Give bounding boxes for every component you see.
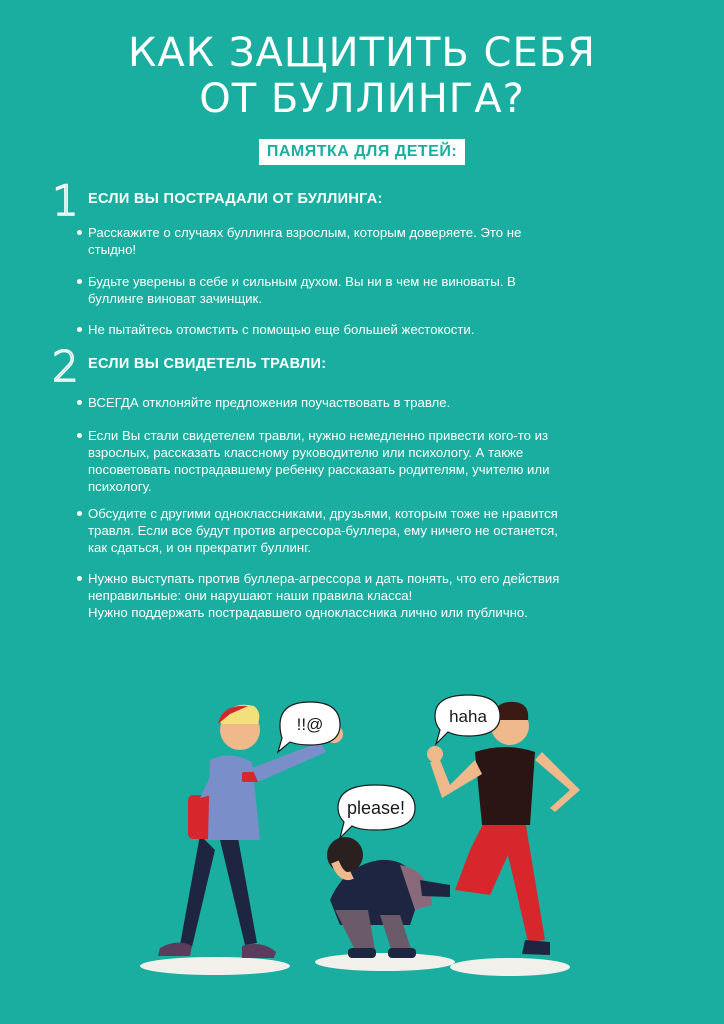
list-item-text: Если Вы стали свидетелем травли, нужно немедленно привести кого-то из взрослых, рассказать классному руководителю или психологу. А также посоветовать пострадавшему ребенку рассказать родителям, учителю или психологу. [88,428,550,494]
list-item [88,505,648,556]
subtitle-badge: ПАМЯТКА ДЛЯ ДЕТЕЙ: [259,139,465,165]
list-item [88,321,648,338]
list-item [88,224,648,258]
section-2-title: ЕСЛИ ВЫ СВИДЕТЕЛЬ ТРАВЛИ: [88,356,327,372]
bully-character-right [420,702,580,955]
title-line-2: ОТ БУЛЛИНГА? [199,76,525,122]
ground-shadow [450,958,570,976]
ground-shadow [140,957,290,975]
list-item-text: Будьте уверены в себе и сильным духом. Вы ни в чем не виноваты. В буллинге виноват зачинщик. [88,274,516,306]
list-item [88,394,648,411]
list-item [88,570,648,621]
page-title [0,30,724,122]
ground-shadow [315,953,455,971]
list-item-text: Не пытайтесь отомстить с помощью еще большей жестокости. [88,322,475,337]
bubble-text-left: !!@ [296,715,324,734]
list-item [88,427,648,495]
speech-bubble-middle [338,785,415,838]
section-1-number: 1 [52,176,79,225]
bullying-illustration [130,690,600,990]
bubble-text-middle: please! [346,798,406,818]
bubble-text-right: haha [449,707,487,726]
speech-bubble-right [435,695,500,744]
section-2-number: 2 [52,342,79,391]
list-item-text: ВСЕГДА отклоняйте предложения поучаствовать в травле. [88,395,451,410]
list-item [88,273,648,307]
list-item-text: Нужно выступать против буллера-агрессора и дать понять, что его действия неправильные: они нарушают наши правила класса! Нужно поддержать пострадавшего одноклассника лично или публично. [88,571,560,620]
list-item-text: Расскажите о случаях буллинга взрослым, которым доверяете. Это не стыдно! [88,225,522,257]
section-1-title: ЕСЛИ ВЫ ПОСТРАДАЛИ ОТ БУЛЛИНГА: [88,191,383,207]
speech-bubble-left [278,702,340,752]
list-item-text: Обсудите с другими одноклассниками, друзьями, которым тоже не нравится травля. Если все будут против агрессора-буллера, ему ничего не останется, как сдаться, и он прекратит буллинг. [88,506,558,555]
title-line-1: КАК ЗАЩИТИТЬ СЕБЯ [128,30,596,76]
subtitle-container [0,139,724,165]
victim-character-middle [327,837,432,958]
